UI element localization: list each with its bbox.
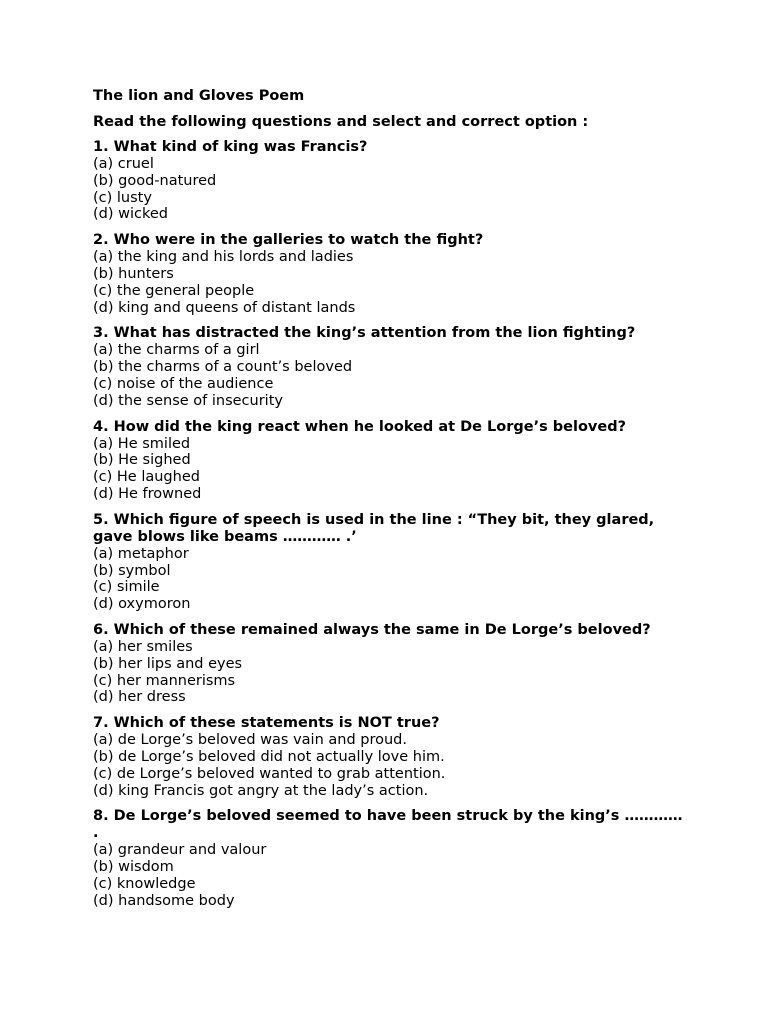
option-list xyxy=(93,546,683,613)
option-b: (b) He sighed xyxy=(93,452,191,469)
option-a: (a) He smiled xyxy=(93,435,191,452)
option-d: (d) king Francis got angry at the lady’s action. xyxy=(93,782,429,799)
option-b: (b) wisdom xyxy=(93,859,174,876)
option-d: (d) king and queens of distant lands xyxy=(93,299,356,316)
option-list xyxy=(93,436,683,503)
option-d: (d) her dress xyxy=(93,689,186,706)
document-page xyxy=(93,86,683,919)
option-a: (a) metaphor xyxy=(93,545,189,562)
question-1 xyxy=(93,139,683,223)
question-text: 3. What has distracted the king’s attention from the lion fighting? xyxy=(93,325,636,342)
option-a: (a) the charms of a girl xyxy=(93,342,260,359)
option-a: (a) cruel xyxy=(93,156,154,172)
option-b: (b) her lips and eyes xyxy=(93,655,243,672)
option-b: (b) symbol xyxy=(93,562,171,579)
option-a: (a) the king and his lords and ladies xyxy=(93,249,354,266)
question-3 xyxy=(93,325,683,409)
instructions-text: Read the following questions and select and correct option : xyxy=(93,114,589,130)
question-2 xyxy=(93,232,683,316)
option-c: (c) lusty xyxy=(93,189,152,206)
option-c: (c) He laughed xyxy=(93,469,200,486)
question-text: 5. Which figure of speech is used in the line : “They bit, they glared, gave blows like beams ………… .’ xyxy=(93,511,655,545)
option-b: (b) de Lorge’s beloved did not actually love him. xyxy=(93,748,445,765)
option-list xyxy=(93,732,683,799)
option-list xyxy=(93,639,683,706)
option-b: (b) hunters xyxy=(93,265,174,282)
option-d: (d) oxymoron xyxy=(93,596,191,613)
question-text: 4. How did the king react when he looked at De Lorge’s beloved? xyxy=(93,418,627,435)
document-title: The lion and Gloves Poem xyxy=(93,88,305,104)
question-text: 2. Who were in the galleries to watch the fight? xyxy=(93,232,484,249)
option-a: (a) de Lorge’s beloved was vain and proud. xyxy=(93,732,407,749)
question-7 xyxy=(93,715,683,799)
option-list xyxy=(93,842,683,909)
option-list xyxy=(93,249,683,316)
question-text: 7. Which of these statements is NOT true? xyxy=(93,715,440,732)
question-5 xyxy=(93,512,683,613)
option-list xyxy=(93,156,683,223)
option-b: (b) the charms of a count’s beloved xyxy=(93,359,353,376)
question-text: 1. What kind of king was Francis? xyxy=(93,139,368,155)
question-4 xyxy=(93,419,683,503)
option-c: (c) de Lorge’s beloved wanted to grab attention. xyxy=(93,765,446,782)
option-d: (d) the sense of insecurity xyxy=(93,392,283,409)
option-d: (d) wicked xyxy=(93,206,168,223)
option-c: (c) her mannerisms xyxy=(93,672,236,689)
option-c: (c) the general people xyxy=(93,282,255,299)
option-c: (c) noise of the audience xyxy=(93,375,274,392)
option-a: (a) grandeur and valour xyxy=(93,842,267,859)
option-b: (b) good-natured xyxy=(93,172,217,189)
option-c: (c) simile xyxy=(93,579,160,596)
option-a: (a) her smiles xyxy=(93,638,193,655)
question-8 xyxy=(93,808,683,909)
option-d: (d) handsome body xyxy=(93,892,235,909)
question-text: 8. De Lorge’s beloved seemed to have been struck by the king’s ………… . xyxy=(93,808,683,842)
option-c: (c) knowledge xyxy=(93,875,196,892)
option-d: (d) He frowned xyxy=(93,485,202,502)
option-list xyxy=(93,342,683,409)
question-text: 6. Which of these remained always the same in De Lorge’s beloved? xyxy=(93,621,651,638)
question-6 xyxy=(93,622,683,706)
